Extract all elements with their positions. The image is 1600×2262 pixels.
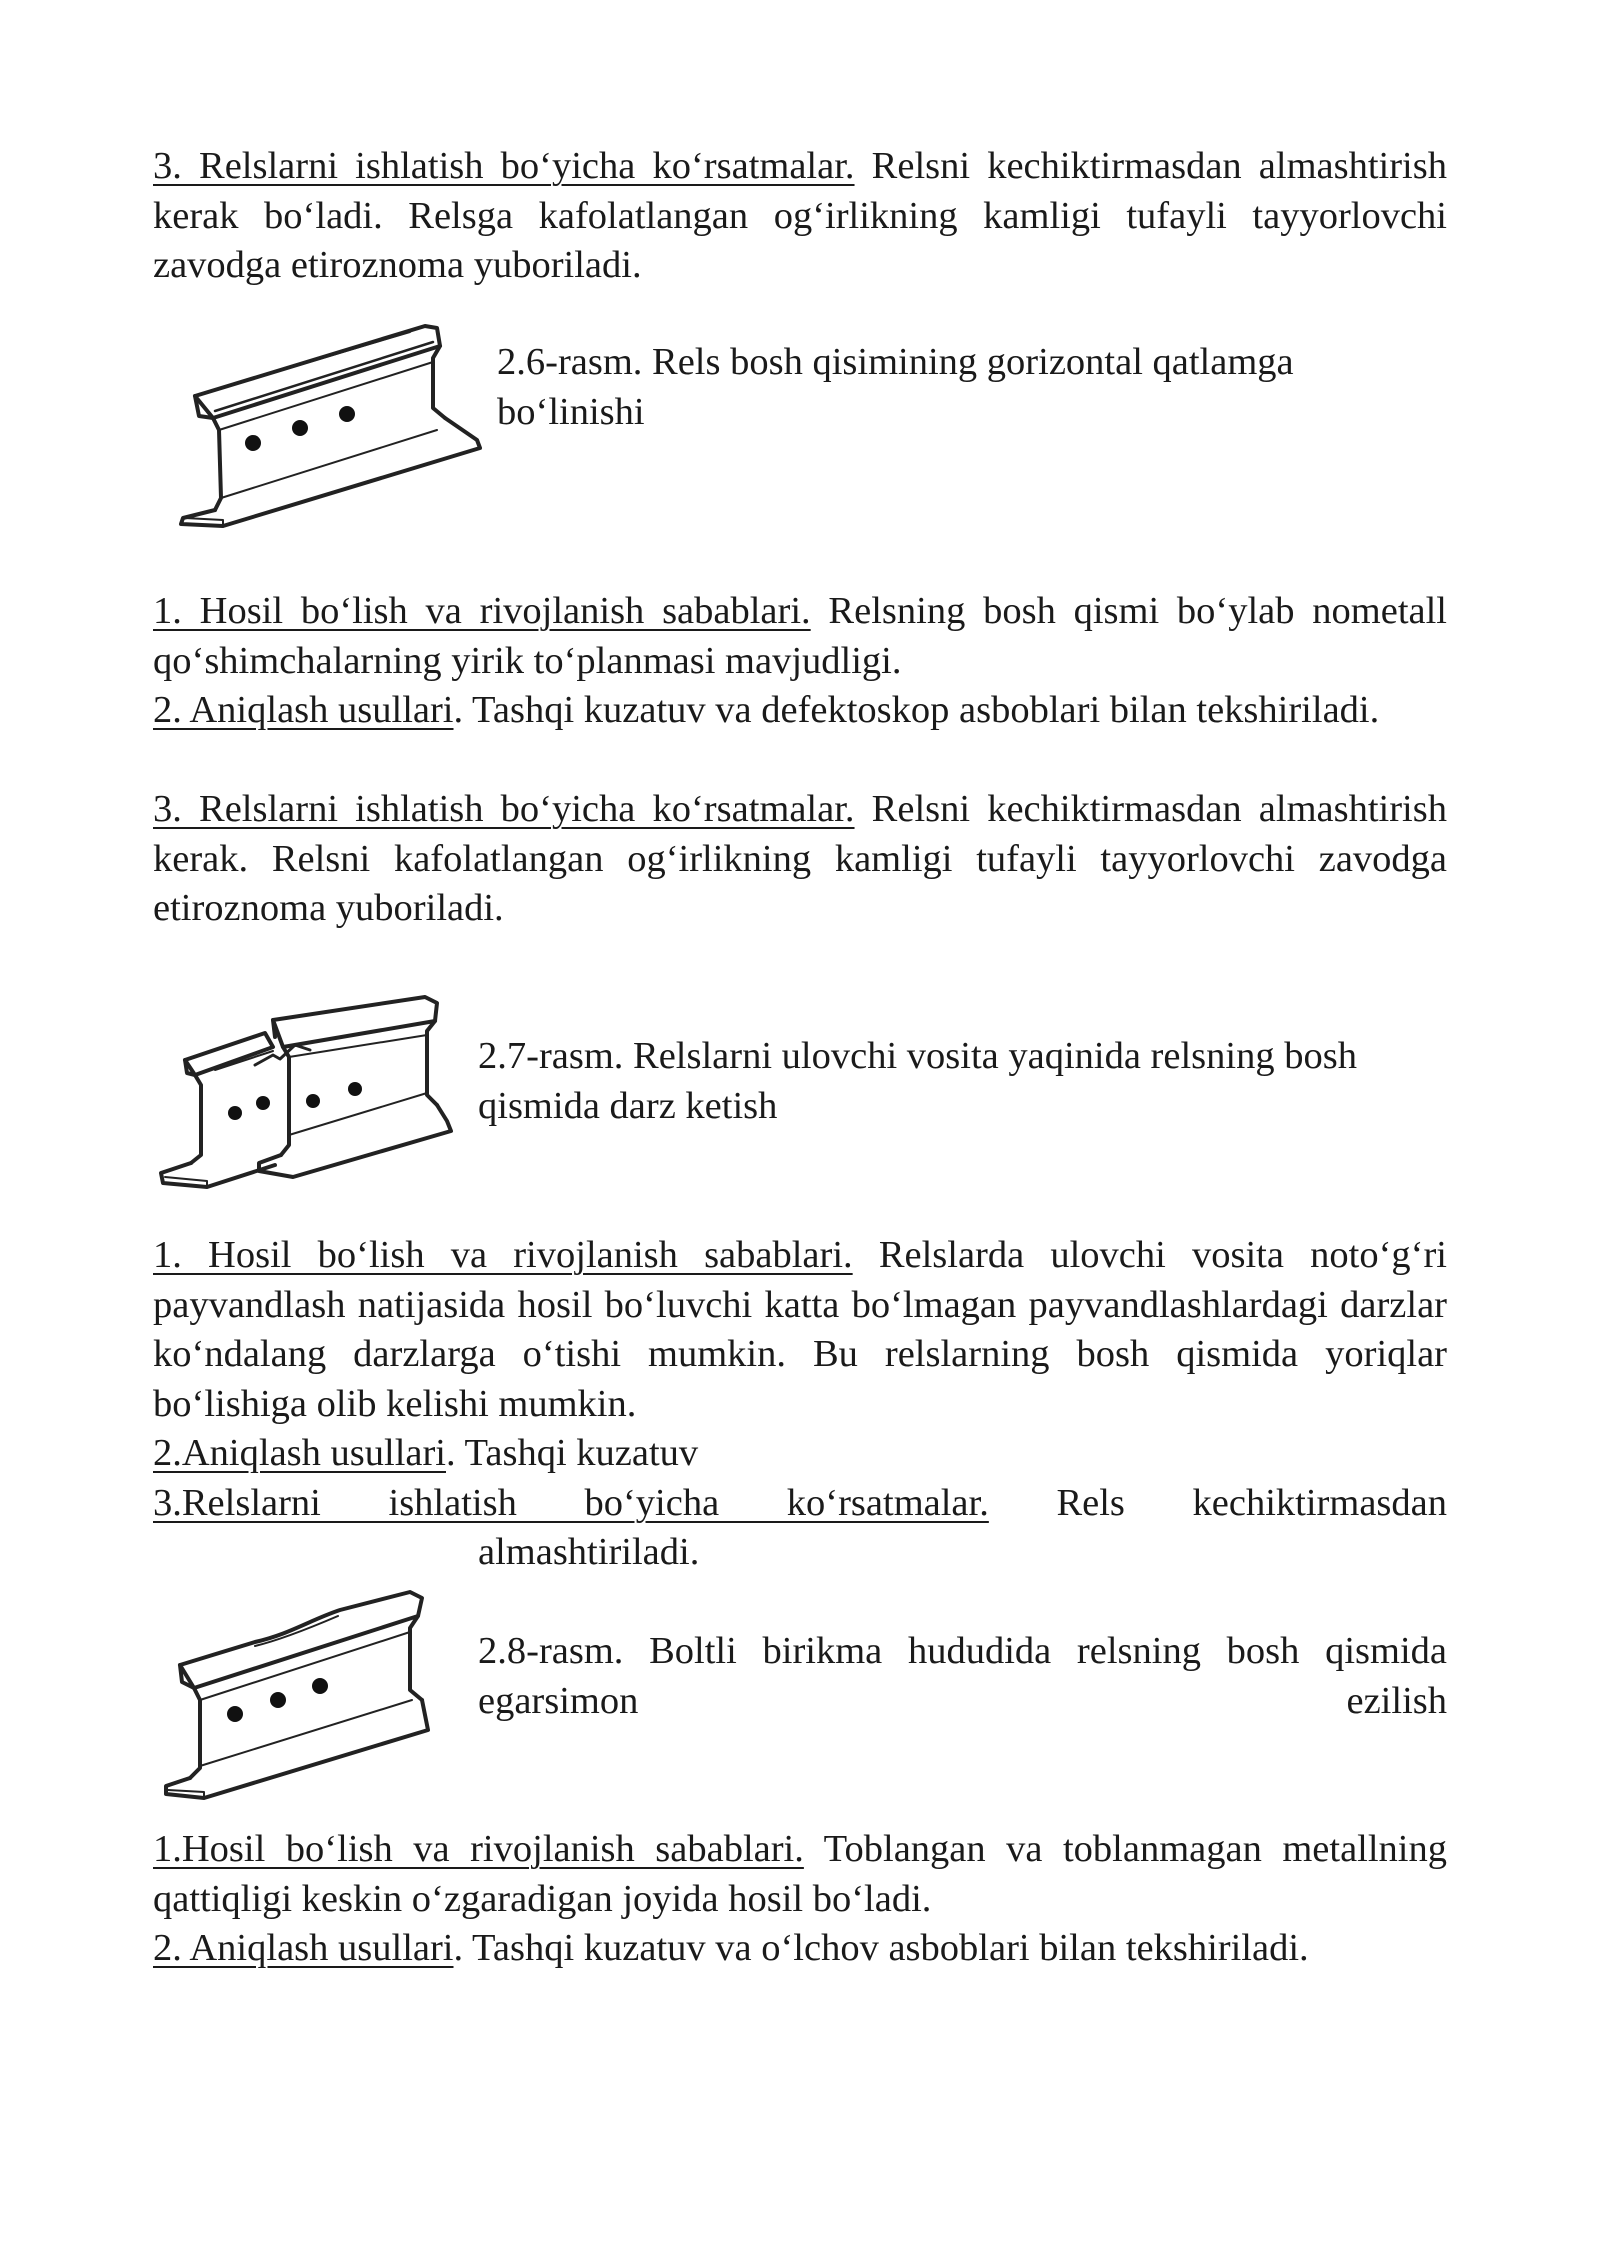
causes-label: 1. Hosil bo‘lish va rivojlanish sabablari. — [153, 1234, 853, 1276]
paragraph-detection-1 — [153, 686, 1447, 736]
causes-label: 1. Hosil bo‘lish va rivojlanish sabablari. — [153, 590, 811, 632]
detection-text: . Tashqi kuzatuv — [446, 1432, 699, 1474]
paragraph-instructions-3 — [153, 1479, 1447, 1529]
figure-2-6-caption: 2.6-rasm. Rels bosh qisimining gorizontal qatlamga bo‘linishi — [497, 341, 1294, 433]
instructions-continuation: almashtiriladi. — [478, 1531, 700, 1573]
rail-joint-drawing-icon — [155, 995, 455, 1205]
detection-label: 2.Aniqlash usullari — [153, 1432, 446, 1474]
paragraph-detection-2 — [153, 1429, 1447, 1479]
causes-text: Relslarda ulovchi vosita noto‘g‘ri payvandlash natijasida hosil bo‘luvchi katta bo‘lmagan payvandlashlardagi darzlar ko‘ndalang darzlarga o‘tishi mumkin. Bu relslarning bosh qismida yoriqlar bo‘lishiga olib kelishi mumkin. — [153, 1234, 1447, 1425]
rail-crushing-drawing-icon — [160, 1590, 430, 1810]
instructions-label: 3. Relslarni ishlatish bo‘yicha ko‘rsatmalar. — [153, 145, 855, 187]
causes-text: Relsning bosh qismi bo‘ylab nometall qo‘shimchalarning yirik to‘planmasi mavjudligi. — [153, 590, 1447, 682]
paragraph-causes-1 — [153, 587, 1447, 686]
paragraph-instructions-2 — [153, 785, 1447, 934]
detection-text: . Tashqi kuzatuv va o‘lchov asboblari bilan tekshiriladi. — [453, 1927, 1309, 1969]
figure-2-6-rail-image — [175, 318, 485, 533]
rail-drawing-icon — [175, 318, 485, 533]
detection-label: 2. Aniqlash usullari — [153, 1927, 454, 1969]
figure-2-8-rail-image — [160, 1590, 430, 1810]
figure-2-7-rail-joint-image — [155, 995, 455, 1205]
instructions-label: 3.Relslarni ishlatish bo‘yicha ko‘rsatmalar. — [153, 1482, 989, 1524]
paragraph-detection-3 — [153, 1924, 1447, 1974]
paragraph-causes-3 — [153, 1825, 1447, 1924]
figure-2-8-caption: 2.8-rasm. Boltli birikma hududida relsning bosh qismida egarsimon ezilish — [478, 1630, 1447, 1722]
detection-text: . Tashqi kuzatuv va defektoskop asboblari bilan tekshiriladi. — [453, 689, 1380, 731]
instructions-text: Relsni kechiktirmasdan almashtirish kerak bo‘ladi. Relsga kafolatlangan og‘irlikning kamligi tufayli tayyorlovchi zavodga etiroznoma yuboriladi. — [153, 145, 1447, 286]
instructions-text: Relsni kechiktirmasdan almashtirish kerak. Relsni kafolatlangan og‘irlikning kamligi tufayli tayyorlovchi zavodga etiroznoma yuboriladi. — [153, 788, 1447, 929]
paragraph-instructions-1 — [153, 142, 1447, 291]
instructions-text: Rels kechiktirmasdan — [988, 1482, 1447, 1524]
figure-2-7-caption: 2.7-rasm. Relslarni ulovchi vosita yaqinida relsning bosh qismida darz ketish — [478, 1035, 1357, 1127]
instructions-label: 3. Relslarni ishlatish bo‘yicha ko‘rsatmalar. — [153, 788, 855, 830]
causes-label: 1.Hosil bo‘lish va rivojlanish sabablari. — [153, 1828, 804, 1870]
causes-text: Toblangan va toblanmagan metallning qattiqligi keskin o‘zgaradigan joyida hosil bo‘ladi. — [153, 1828, 1447, 1920]
detection-label: 2. Aniqlash usullari — [153, 689, 454, 731]
paragraph-causes-2 — [153, 1231, 1447, 1429]
